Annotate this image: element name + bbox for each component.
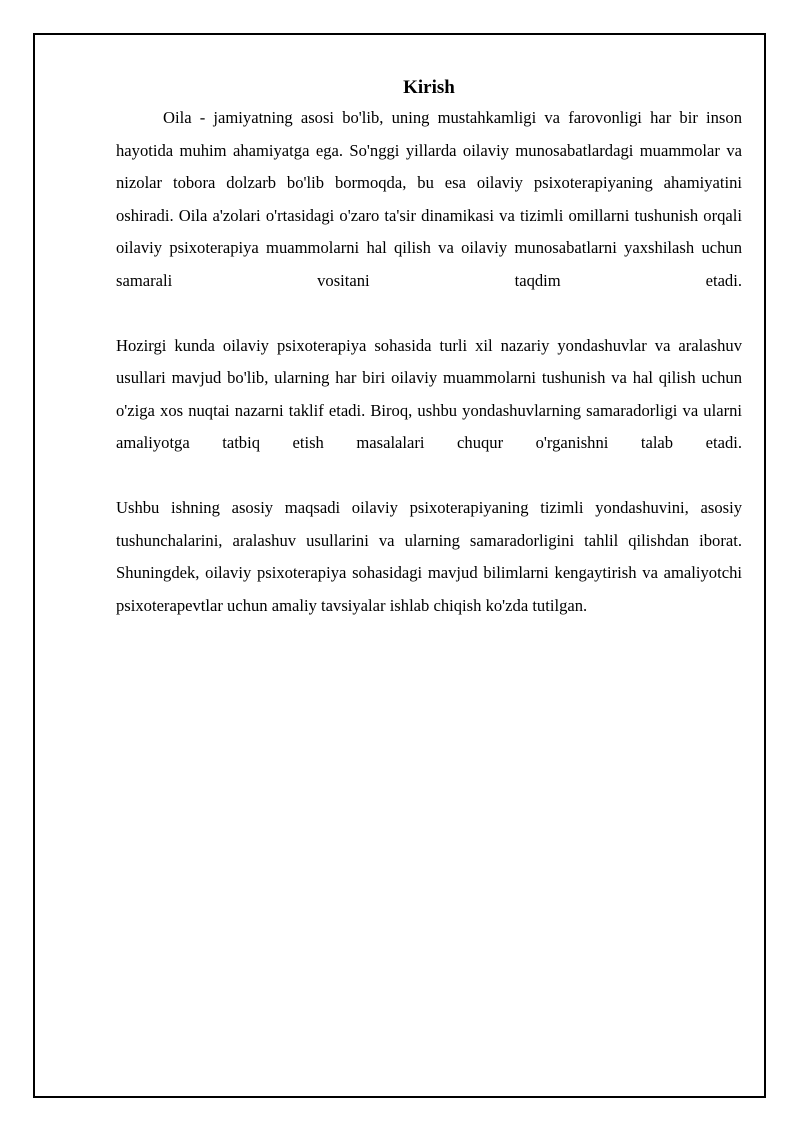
paragraph-gap	[116, 460, 742, 493]
paragraph-goal: Ushbu ishning asosiy maqsadi oilaviy psixoterapiyaning tizimli yondashuvini, asosiy tushunchalarini, aralashuv usullarini va ularning samaradorligini tahlil qilishdan iborat. Shuningdek, oilaviy psixoterapiya sohasidagi mavjud bilimlarni kengaytirish va amaliyotchi psixoterapevtlar uchun amaliy tavsiyalar ishlab chiqish ko'zda tutilgan.	[116, 498, 742, 615]
paragraph-gap	[116, 297, 742, 330]
paragraph-approaches: Hozirgi kunda oilaviy psixoterapiya sohasida turli xil nazariy yondashuvlar va aralashuv usullari mavjud bo'lib, ularning har biri oilaviy muammolarni tushunish va hal qilish uchun o'ziga xos nuqtai nazarni taklif etadi. Biroq, ushbu yondashuvlarning samaradorligi va ularni amaliyotga tatbiq etish masalalari chuqur o'rganishni talab etadi.	[116, 335, 742, 452]
document-title: Kirish	[403, 77, 455, 98]
paragraph-introduction: Oila - jamiyatning asosi bo'lib, uning mustahkamligi va farovonligi har bir inson hayotida muhim ahamiyatga ega. So'nggi yillarda oilaviy munosabatlardagi muammolar va nizolar tobora dolzarb bo'lib bormoqda, bu esa oilaviy psixoterapiyaning ahamiyatini oshiradi. Oila a'zolari o'rtasidagi o'zaro ta'sir dinamikasi va tizimli omillarni tushunish orqali oilaviy psixoterapiya muammolarni hal qilish va oilaviy munosabatlarni yaxshilash uchun samarali vositani taqdim etadi.	[116, 108, 742, 290]
document-body	[116, 74, 742, 622]
